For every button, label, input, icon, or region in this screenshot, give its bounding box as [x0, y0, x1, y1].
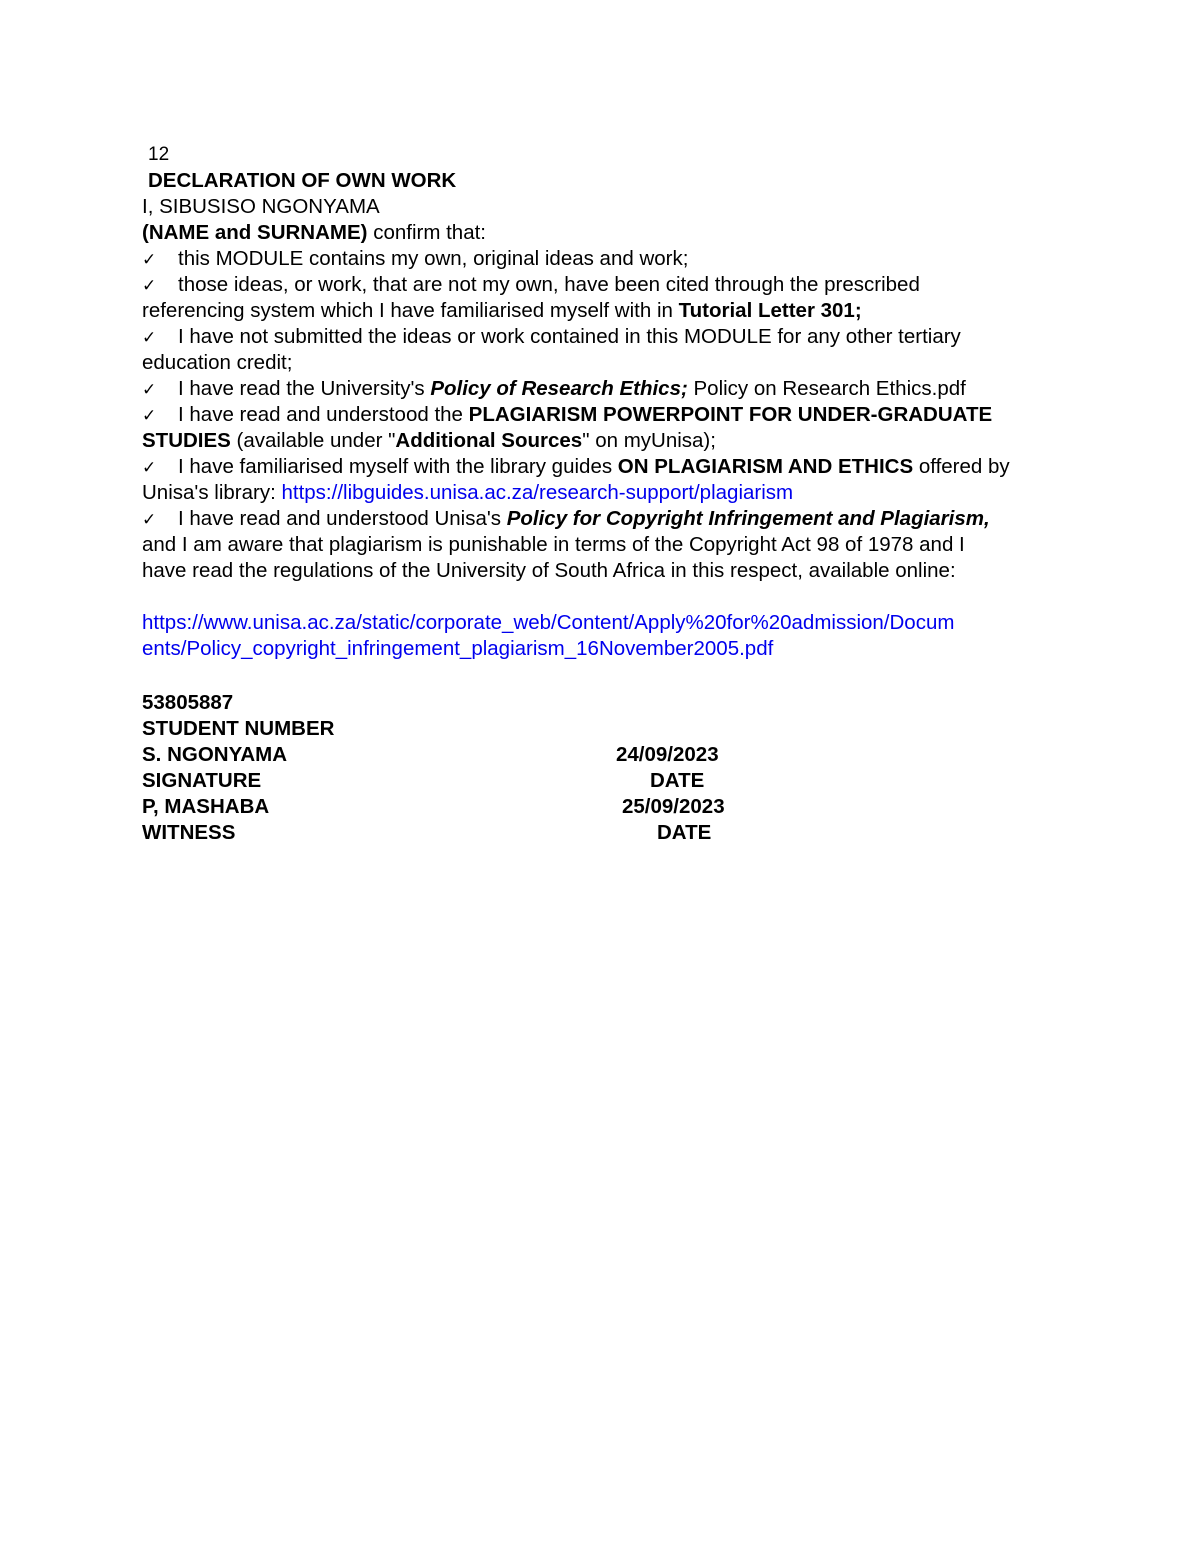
- checkmark-icon: ✓: [142, 458, 157, 478]
- spacer: [142, 584, 1132, 610]
- checkmark-icon: ✓: [142, 328, 157, 348]
- list-item-continuation: referencing system which I have familiarised myself with in Tutorial Letter 301;: [142, 299, 862, 322]
- name-label: (NAME and SURNAME): [142, 221, 368, 244]
- declarant-line: I, SIBUSISO NGONYAMA: [142, 195, 380, 218]
- checkmark-icon: ✓: [142, 510, 157, 530]
- list-item: ✓ this MODULE contains my own, original ideas and work;: [142, 246, 1132, 272]
- page-title: DECLARATION OF OWN WORK: [148, 169, 457, 192]
- list-item: ✓ I have not submitted the ideas or work contained in this MODULE for any other tertiary: [142, 324, 1132, 350]
- confirm-text: confirm that:: [367, 221, 486, 244]
- signature-row: [142, 742, 1132, 768]
- list-item-continuation: have read the regulations of the University of South Africa in this respect, available online:: [142, 559, 956, 582]
- declaration-body: [142, 142, 1132, 846]
- checkmark-icon: ✓: [142, 250, 157, 270]
- witness-date-label: DATE: [657, 821, 712, 844]
- witness-date: 25/09/2023: [622, 795, 725, 818]
- checkmark-icon: ✓: [142, 406, 157, 426]
- name-label-line: [142, 220, 1132, 246]
- list-item: ✓ I have read the University's Policy of Research Ethics; Policy on Research Ethics.pdf: [142, 376, 1132, 402]
- witness-name: P, MASHABA: [142, 795, 270, 818]
- list-item-continuation: Unisa's library: https://libguides.unisa.ac.za/research-support/plagiarism: [142, 481, 794, 504]
- signature-label-row: [142, 768, 1132, 794]
- list-item: ✓ I have familiarised myself with the library guides ON PLAGIARISM AND ETHICS offered by: [142, 454, 1132, 480]
- signature-name: S. NGONYAMA: [142, 743, 288, 766]
- witness-row: [142, 794, 1132, 820]
- list-item: ✓ I have read and understood Unisa's Policy for Copyright Infringement and Plagiarism,: [142, 506, 1132, 532]
- list-item: ✓ I have read and understood the PLAGIARISM POWERPOINT FOR UNDER-GRADUATE: [142, 402, 1132, 428]
- libguides-link[interactable]: https://libguides.unisa.ac.za/research-support/plagiarism: [281, 481, 794, 504]
- witness-label: WITNESS: [142, 821, 236, 844]
- signature-date-label: DATE: [650, 769, 705, 792]
- list-item-continuation: and I am aware that plagiarism is punishable in terms of the Copyright Act 98 of 1978 and I: [142, 533, 965, 556]
- witness-label-row: [142, 820, 1132, 846]
- spacer: [142, 662, 1132, 690]
- student-number: 53805887: [142, 691, 234, 714]
- policy-link[interactable]: https://www.unisa.ac.za/static/corporate_web/Content/Apply%20for%20admission/Docum: [142, 611, 955, 634]
- page-number: 12: [148, 144, 170, 165]
- signature-date: 24/09/2023: [616, 743, 719, 766]
- signature-label: SIGNATURE: [142, 769, 262, 792]
- student-number-label: STUDENT NUMBER: [142, 717, 335, 740]
- checkmark-icon: ✓: [142, 276, 157, 296]
- policy-link-continuation[interactable]: ents/Policy_copyright_infringement_plagiarism_16November2005.pdf: [142, 637, 774, 660]
- list-item-continuation: STUDIES (available under "Additional Sources" on myUnisa);: [142, 429, 716, 452]
- list-item-continuation: education credit;: [142, 351, 293, 374]
- list-item: ✓ those ideas, or work, that are not my own, have been cited through the prescribed: [142, 272, 1132, 298]
- checkmark-icon: ✓: [142, 380, 157, 400]
